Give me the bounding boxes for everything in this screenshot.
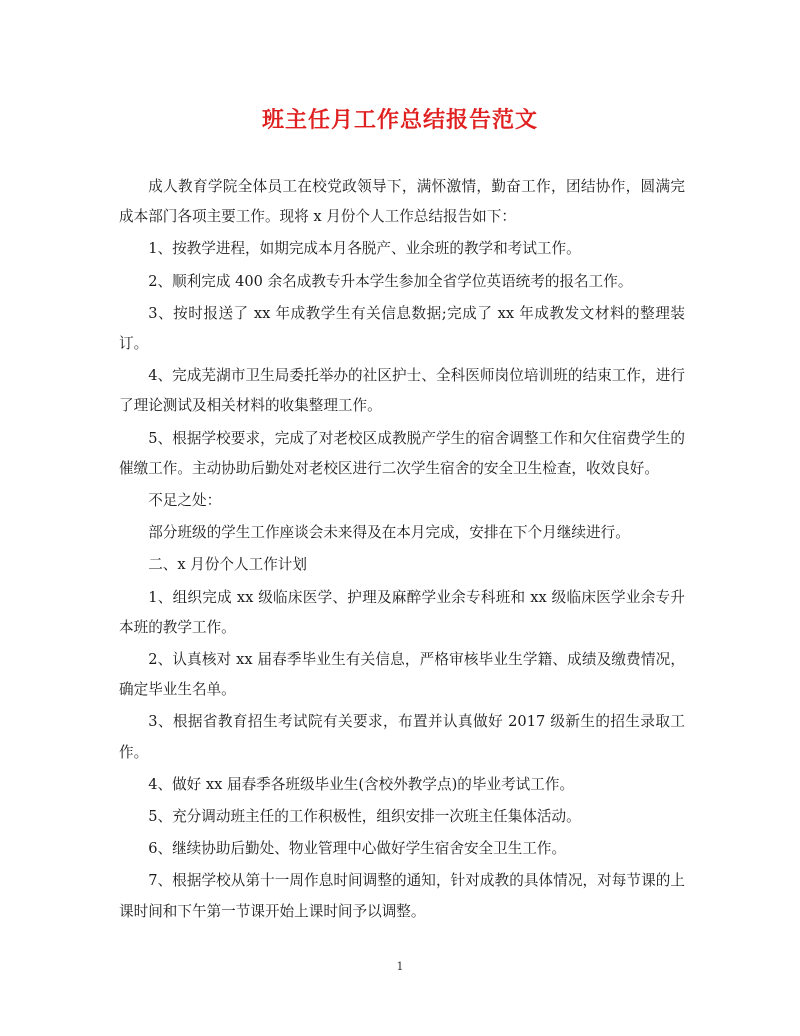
paragraph-plan-heading: 二、x 月份个人工作计划 [148, 556, 307, 574]
document-title: 班主任月工作总结报告范文 [261, 107, 538, 133]
paragraph-plan-4: 4、做好 xx 届春季各班级毕业生(含校外教学点)的毕业考试工作。 [148, 775, 575, 793]
paragraph-shortcomings-heading: 不足之处： [148, 492, 222, 510]
paragraph-item-1: 1、按教学进程，如期完成本月各脱产、业余班的教学和考试工作。 [148, 240, 581, 258]
paragraph-item-4: 4、完成芜湖市卫生局委托举办的社区护士、全科医师岗位培训班的结束工作，进行了理论测试及相关材料的收集整理工作。 [119, 367, 685, 415]
paragraph-intro: 成人教育学院全体员工在校党政领导下，满怀激情，勤奋工作，团结协作，圆满完成本部门各项主要工作。现将 x 月份个人工作总结报告如下： [119, 178, 685, 226]
paragraph-item-5: 5、根据学校要求，完成了对老校区成教脱产学生的宿舍调整工作和欠住宿费学生的催缴工作。主动协助后勤处对老校区进行二次学生宿舍的安全卫生检查，收效良好。 [119, 429, 685, 477]
paragraph-plan-7: 7、根据学校从第十一周作息时间调整的通知，针对成教的具体情况，对每节课的上课时间和下午第一节课开始上课时间予以调整。 [119, 872, 685, 920]
paragraph-plan-2: 2、认真核对 xx 届春季毕业生有关信息，严格审核毕业生学籍、成绩及缴费情况，确定毕业生名单。 [119, 651, 685, 699]
document-body [119, 172, 685, 927]
paragraph-plan-3: 3、根据省教育招生考试院有关要求，布置并认真做好 2017 级新生的招生录取工作。 [119, 713, 685, 761]
paragraph-item-2: 2、顺利完成 400 余名成教专升本学生参加全省学位英语统考的报名工作。 [148, 272, 633, 290]
paragraph-plan-6: 6、继续协助后勤处、物业管理中心做好学生宿舍安全卫生工作。 [148, 840, 567, 858]
paragraph-plan-1: 1、组织完成 xx 级临床医学、护理及麻醉学业余专科班和 xx 级临床医学业余专升本班的教学工作。 [119, 588, 685, 636]
paragraph-plan-5: 5、充分调动班主任的工作积极性，组织安排一次班主任集体活动。 [148, 808, 581, 826]
paragraph-shortcomings: 部分班级的学生工作座谈会未来得及在本月完成，安排在下个月继续进行。 [148, 524, 630, 542]
paragraph-item-3: 3、按时报送了 xx 年成教学生有关信息数据;完成了 xx 年成教发文材料的整理装订。 [119, 304, 685, 353]
page-number: 1 [396, 960, 404, 973]
